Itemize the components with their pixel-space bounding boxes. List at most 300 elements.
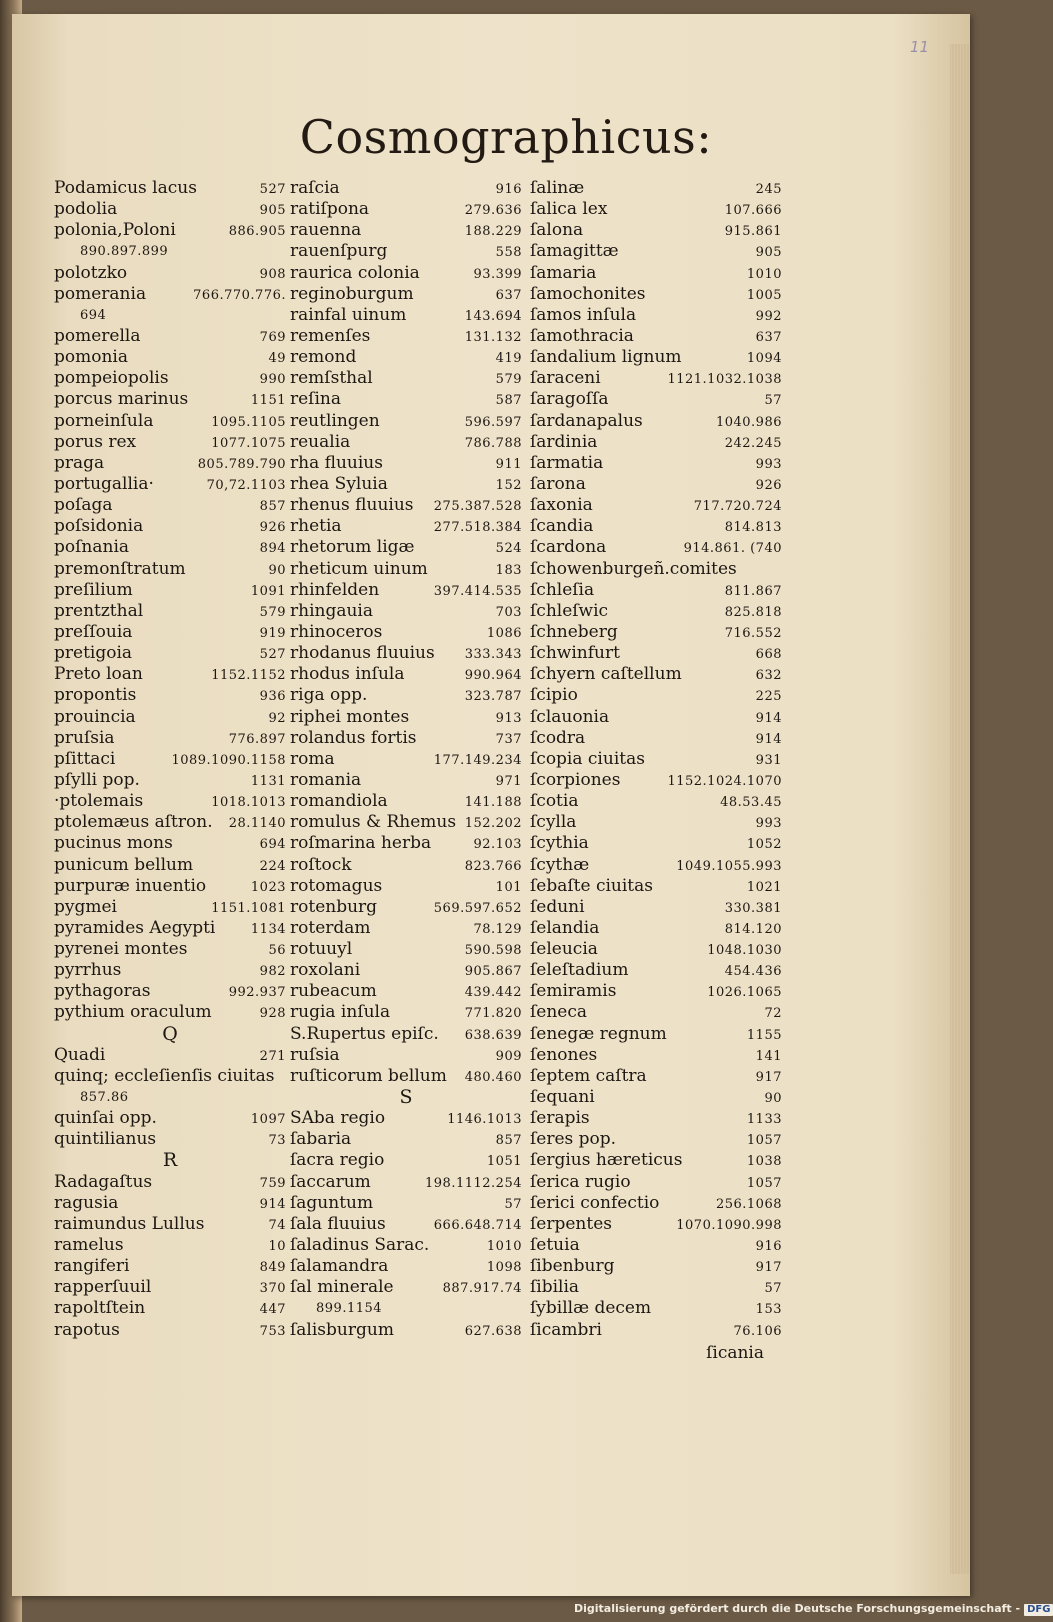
entry-term: remond [290, 347, 357, 368]
index-entry [54, 897, 286, 918]
index-entry [530, 347, 782, 368]
index-entry [54, 537, 286, 558]
index-entry [530, 559, 782, 580]
entry-term: ſibenburg [530, 1256, 615, 1277]
index-entry [290, 1320, 522, 1341]
entry-page-refs: 480.460 [464, 1069, 522, 1085]
entry-term: rauenſpurg [290, 241, 388, 262]
entry-page-refs: 694 [259, 837, 286, 853]
index-entry [54, 1172, 286, 1193]
entry-term: ſcorpiones [530, 769, 621, 790]
index-entry [54, 1193, 286, 1214]
entry-page-refs: 330.381 [724, 900, 782, 916]
entry-term: ſaragoſſa [530, 389, 609, 410]
index-entry [54, 516, 286, 537]
index-entry [530, 833, 782, 854]
entry-term: ſenegæ regnum [530, 1023, 667, 1044]
entry-page-refs: 70,72.1103 [206, 477, 286, 493]
index-entry [530, 707, 782, 728]
entry-term: praga [54, 452, 105, 473]
entry-page-refs: 141 [755, 1048, 782, 1064]
entry-term: pſittaci [54, 748, 116, 769]
index-entry [290, 305, 522, 326]
entry-term: porneinſula [54, 410, 154, 431]
index-entry [290, 1172, 522, 1193]
index-entry [290, 537, 522, 558]
index-entry [54, 368, 286, 389]
index-column-1 [54, 178, 286, 1341]
entry-page-refs: 1133 [746, 1112, 782, 1128]
index-entry [54, 876, 286, 897]
entry-term: ſcylla [530, 812, 577, 833]
entry-page-refs: 183 [495, 562, 522, 578]
entry-page-refs: 107.666 [724, 203, 782, 219]
index-entry [530, 855, 782, 876]
entry-term: rangiferi [54, 1256, 130, 1277]
entry-page-refs: 917 [755, 1260, 782, 1276]
entry-term: preſilium [54, 579, 133, 600]
entry-term: rotomagus [290, 875, 383, 896]
entry-page-refs: 188.229 [464, 224, 522, 240]
entry-page-refs: 766.770.776. [193, 287, 286, 303]
entry-page-refs: 1089.1090.1158 [171, 752, 286, 768]
entry-page-refs: 224 [259, 858, 286, 874]
entry-page-refs: 1121.1032.1038 [667, 372, 782, 388]
entry-term: ſalamandra [290, 1256, 389, 1277]
index-entry [530, 178, 782, 199]
index-entry [530, 1150, 782, 1171]
entry-page-refs: 992.937 [228, 985, 286, 1001]
index-entry [54, 664, 286, 685]
entry-page-refs: 928 [259, 1006, 286, 1022]
index-entry [290, 453, 522, 474]
index-entry [54, 495, 286, 516]
index-entry [530, 728, 782, 749]
entry-page-refs: 439.442 [464, 985, 522, 1001]
entry-term: punicum bellum [54, 854, 194, 875]
entry-page-refs: 1010 [746, 266, 782, 282]
section-letter: R [162, 1149, 178, 1172]
entry-term: ſamaria [530, 262, 597, 283]
index-entry [54, 981, 286, 1002]
index-entry [530, 199, 782, 220]
entry-page-refs: 370 [259, 1281, 286, 1297]
entry-term: ſamagittæ [530, 241, 619, 262]
index-entry [530, 495, 782, 516]
index-entry [530, 770, 782, 791]
index-entry [530, 1024, 782, 1045]
entry-term: rapotus [54, 1319, 120, 1340]
entry-term: rhetorum ligæ [290, 537, 415, 558]
entry-term: SAba regio [290, 1108, 386, 1129]
index-entry [530, 241, 782, 262]
index-entry [54, 1066, 286, 1087]
index-entry [54, 728, 286, 749]
entry-page-refs: 786.788 [464, 435, 522, 451]
entry-term: pruſsia [54, 727, 115, 748]
index-entry [530, 1045, 782, 1066]
index-entry [530, 897, 782, 918]
entry-term: rotuuyl [290, 939, 353, 960]
entry-page-refs: 1021 [746, 879, 782, 895]
entry-term: roterdam [290, 917, 371, 938]
index-entry [54, 559, 286, 580]
entry-term: ſelandia [530, 917, 600, 938]
index-entry [290, 960, 522, 981]
index-entry [530, 1277, 782, 1298]
entry-page-refs: 1086 [486, 625, 522, 641]
entry-term: quintilianus [54, 1129, 157, 1150]
entry-term: ſacra regio [290, 1150, 385, 1171]
index-entry [290, 685, 522, 706]
entry-page-refs: 737 [495, 731, 522, 747]
index-entry [530, 1129, 782, 1150]
entry-term: reſina [290, 389, 341, 410]
index-entry [290, 1214, 522, 1235]
entry-page-refs: 971 [495, 773, 522, 789]
entry-term: raurica colonia [290, 262, 420, 283]
entry-term: purpuræ inuentio [54, 875, 207, 896]
entry-term: ſal minerale [290, 1277, 394, 1298]
entry-term: pompeiopolis [54, 368, 169, 389]
entry-page-refs: 887.917.74 [442, 1281, 522, 1297]
index-entry [54, 918, 286, 939]
entry-term: propontis [54, 685, 137, 706]
entry-page-refs: 527 [259, 182, 286, 197]
entry-page-refs: 152.202 [464, 816, 522, 832]
index-entry [530, 411, 782, 432]
entry-term: ſamochonites [530, 283, 646, 304]
index-entry [530, 981, 782, 1002]
entry-term: ſandalium lignum [530, 347, 682, 368]
entry-page-refs: 759 [259, 1175, 286, 1191]
section-letter: S [399, 1086, 413, 1109]
entry-term: rha fluuius [290, 452, 383, 473]
entry-term: polonia,Poloni [54, 220, 176, 241]
entry-page-refs: 177.149.234 [433, 752, 522, 768]
entry-term: ſchyern caſtellum [530, 664, 682, 685]
entry-page-refs: 1049.1055.993 [676, 858, 782, 874]
index-entry [54, 474, 286, 495]
entry-term: pucinus mons [54, 833, 173, 854]
index-entry [54, 1320, 286, 1341]
entry-page-refs: 886.905 [228, 224, 286, 240]
entry-term: ſcotia [530, 791, 579, 812]
entry-page-refs: 1097 [250, 1112, 286, 1128]
index-entry [290, 1150, 522, 1171]
page-title: Cosmographicus: [299, 110, 713, 164]
entry-term: ſeres pop. [530, 1129, 617, 1150]
entry-term: pyrrhus [54, 960, 122, 981]
index-entry [530, 918, 782, 939]
index-entry [530, 1087, 782, 1108]
entry-term: prouincia [54, 706, 136, 727]
index-entry [54, 1235, 286, 1256]
index-entry [530, 326, 782, 347]
entry-term: rotenburg [290, 896, 378, 917]
entry-page-refs: 78.129 [473, 921, 522, 937]
entry-term: ſicambri [530, 1319, 602, 1340]
index-entry [290, 1024, 522, 1045]
entry-page-refs: 1051 [486, 1154, 522, 1170]
index-entry [530, 1256, 782, 1277]
entry-term: remſsthal [290, 368, 373, 389]
index-entry [290, 220, 522, 241]
entry-term: ſcardona [530, 537, 607, 558]
index-entry [290, 516, 522, 537]
entry-page-refs: 271 [259, 1048, 286, 1064]
entry-term: ſchwinfurt [530, 643, 620, 664]
entry-term: ſenones [530, 1044, 598, 1065]
entry-term: poſsidonia [54, 516, 144, 537]
entry-term: portugallia· [54, 473, 154, 494]
entry-page-refs: 905 [259, 203, 286, 219]
entry-term: rhea Syluia [290, 473, 388, 494]
index-entry [290, 707, 522, 728]
entry-term: Preto loan [54, 664, 143, 685]
index-entry [530, 1235, 782, 1256]
entry-page-refs: 908 [259, 266, 286, 282]
entry-term: ſcythæ [530, 854, 590, 875]
entry-term: riga opp. [290, 685, 368, 706]
entry-page-refs: 1094 [746, 351, 782, 367]
index-column-3 [530, 178, 782, 1365]
index-entry [54, 1298, 286, 1319]
entry-term: ruſsia [290, 1044, 340, 1065]
entry-term: rhenus fluuius [290, 495, 414, 516]
entry-term: romandiola [290, 791, 388, 812]
index-column-2 [290, 178, 522, 1341]
entry-term: pythium oraculum [54, 1002, 212, 1023]
index-entry [290, 580, 522, 601]
entry-page-refs: 225 [755, 689, 782, 705]
entry-page-refs: 916 [755, 1239, 782, 1255]
entry-page-refs: 823.766 [464, 858, 522, 874]
index-entry [54, 326, 286, 347]
entry-term: ·ptolemais [54, 791, 144, 812]
entry-page-refs: 1131 [250, 773, 286, 789]
index-entry [54, 580, 286, 601]
entry-term: rhodus inſula [290, 664, 405, 685]
index-entry [290, 347, 522, 368]
entry-page-refs: 990 [259, 372, 286, 388]
entry-term: ſarona [530, 473, 586, 494]
entry-page-refs: 992 [755, 308, 782, 324]
entry-term: ſeleſtadium [530, 960, 629, 981]
entry-term: roxolani [290, 960, 361, 981]
entry-term: ſergius hæreticus [530, 1150, 683, 1171]
section-letter: Q [162, 1022, 178, 1045]
index-entry [54, 601, 286, 622]
entry-term: riphei montes [290, 706, 410, 727]
entry-page-refs: 982 [259, 964, 286, 980]
entry-page-refs: 1091 [250, 583, 286, 599]
entry-term: ſchleſwic [530, 600, 609, 621]
entry-term: ſcodra [530, 727, 586, 748]
index-entry [54, 178, 286, 199]
entry-page-refs: 919 [259, 625, 286, 641]
entry-page-refs: 990.964 [464, 668, 522, 684]
entry-page-refs: 814.120 [724, 921, 782, 937]
entry-term: roſmarina herba [290, 833, 432, 854]
index-entry [290, 833, 522, 854]
index-entry [54, 1108, 286, 1129]
entry-page-refs: 894 [259, 541, 286, 557]
entry-page-refs: 279.636 [464, 203, 522, 219]
entry-page-refs: 333.343 [464, 647, 522, 663]
index-entry [290, 791, 522, 812]
entry-page-refs: 1152.1152 [211, 668, 286, 684]
entry-page-refs: 590.598 [464, 943, 522, 959]
entry-page-refs: 914.861. (740 [683, 541, 782, 557]
entry-page-refs: 527 [259, 647, 286, 663]
entry-term: rhetia [290, 516, 342, 537]
entry-term: ſamothracia [530, 325, 634, 346]
entry-page-refs: 323.787 [464, 689, 522, 705]
entry-term: ruſticorum bellum [290, 1065, 447, 1086]
book-page [12, 14, 970, 1596]
entry-term: ratiſpona [290, 199, 370, 220]
entry-page-refs: 1005 [746, 287, 782, 303]
entry-term: ſeneca [530, 1002, 588, 1023]
entry-page-refs: 1040.986 [715, 414, 782, 430]
index-entry [290, 749, 522, 770]
entry-page-refs: 717.720.724 [693, 499, 782, 515]
entry-term: ptolemæus aſtron. [54, 812, 213, 833]
entry-page-refs: 141.188 [464, 795, 522, 811]
entry-page-refs: 72 [764, 1006, 782, 1022]
entry-page-refs: 857 [495, 1133, 522, 1149]
entry-term: reualia [290, 431, 351, 452]
index-entry [530, 580, 782, 601]
entry-term: ſardinia [530, 431, 598, 452]
index-entry [54, 1214, 286, 1235]
index-entry [530, 368, 782, 389]
entry-term: ſcandia [530, 516, 594, 537]
entry-page-refs: 152 [495, 477, 522, 493]
entry-page-refs: 1151.1081 [211, 900, 286, 916]
entry-term: ſaguntum [290, 1192, 374, 1213]
entry-term: porcus marinus [54, 389, 189, 410]
entry-term: premonſtratum [54, 558, 186, 579]
entry-page-refs: 57 [764, 1281, 782, 1297]
entry-term: quinſai opp. [54, 1108, 157, 1129]
entry-page-refs: 916 [495, 182, 522, 197]
index-entry [54, 411, 286, 432]
entry-term: ragusia [54, 1192, 119, 1213]
entry-page-refs: 1146.1013 [447, 1112, 522, 1128]
index-entry [290, 432, 522, 453]
index-entry [530, 1214, 782, 1235]
entry-term: ſcopia ciuitas [530, 748, 645, 769]
entry-term: ſabaria [290, 1129, 352, 1150]
index-entry [530, 812, 782, 833]
index-entry [54, 770, 286, 791]
entry-page-refs: 1010 [486, 1239, 522, 1255]
index-entry [290, 1002, 522, 1023]
entry-term: pyrenei montes [54, 939, 188, 960]
index-entry [530, 685, 782, 706]
entry-page-refs: 1098 [486, 1260, 522, 1276]
entry-page-refs: 454.436 [724, 964, 782, 980]
index-entry [290, 241, 522, 262]
entry-page-refs: 926 [259, 520, 286, 536]
entry-term: ſaxonia [530, 495, 593, 516]
index-entry [54, 622, 286, 643]
entry-page-refs: 74 [268, 1217, 286, 1233]
index-entry [290, 1045, 522, 1066]
entry-term: pythagoras [54, 981, 151, 1002]
index-entry [530, 453, 782, 474]
index-entry [54, 960, 286, 981]
entry-term: ſalinæ [530, 178, 585, 198]
entry-term: romania [290, 769, 362, 790]
entry-term: ſalica lex [530, 199, 608, 220]
entry-page-refs: 10 [268, 1239, 286, 1255]
entry-term: rhinfelden [290, 579, 380, 600]
entry-page-refs: 913 [495, 710, 522, 726]
entry-term: poſaga [54, 495, 113, 516]
index-entry [290, 728, 522, 749]
entry-term: pygmei [54, 896, 117, 917]
index-entry [54, 263, 286, 284]
entry-page-refs: 931 [755, 752, 782, 768]
index-entry [530, 939, 782, 960]
entry-page-refs: 993 [755, 816, 782, 832]
entry-term: rauenna [290, 220, 362, 241]
entry-term: ſybillæ decem [530, 1298, 652, 1319]
index-entry [290, 643, 522, 664]
entry-page-refs: 57 [504, 1196, 522, 1212]
index-entry [54, 707, 286, 728]
entry-term: raimundus Lullus [54, 1213, 205, 1234]
footer-credit: Digitalisierung gefördert durch die Deutsche Forschungsgemeinschaft - [574, 1602, 1021, 1615]
index-entry [290, 1256, 522, 1277]
entry-page-refs: 1057 [746, 1175, 782, 1191]
entry-page-refs: 849 [259, 1260, 286, 1276]
entry-page-refs: 596.597 [464, 414, 522, 430]
index-entry [530, 601, 782, 622]
index-entry [530, 1172, 782, 1193]
entry-term: rhinoceros [290, 621, 383, 642]
entry-term: ſarmatia [530, 452, 604, 473]
entry-term: ſchneberg [530, 621, 618, 642]
entry-page-refs: 776.897 [228, 731, 286, 747]
entry-page-refs: 569.597.652 [433, 900, 522, 916]
entry-term: poſnania [54, 537, 130, 558]
entry-term: ſcipio [530, 685, 578, 706]
entry-page-refs: 1155 [746, 1027, 782, 1043]
index-entry [290, 876, 522, 897]
entry-page-refs: 101 [495, 879, 522, 895]
index-entry [54, 432, 286, 453]
entry-page-refs: 666.648.714 [433, 1217, 522, 1233]
entry-page-refs: 857 [259, 499, 286, 515]
entry-page-refs: 93.399 [473, 266, 522, 282]
entry-page-refs: 753 [259, 1323, 286, 1339]
index-entry [54, 1129, 286, 1150]
entry-term: quinq; eccleſienſis ciuitas [54, 1065, 275, 1086]
entry-term: remenſes [290, 325, 371, 346]
index-entry [54, 347, 286, 368]
entry-term: ſerica rugio [530, 1171, 631, 1192]
entry-page-refs: 153 [755, 1302, 782, 1318]
entry-page-refs: 524 [495, 541, 522, 557]
entry-term: podolia [54, 199, 118, 220]
index-entry [54, 643, 286, 664]
entry-page-refs: 92.103 [473, 837, 522, 853]
index-entry [530, 432, 782, 453]
